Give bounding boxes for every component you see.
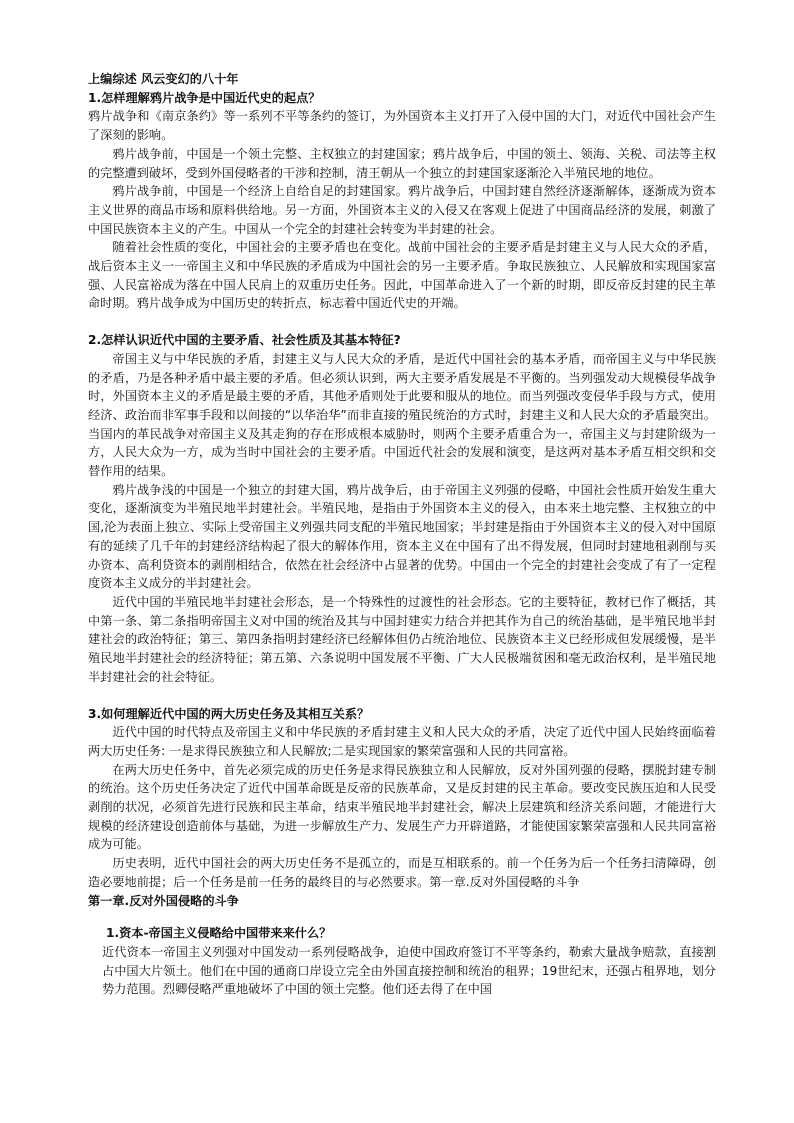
paragraph: 随着社会性质的变化，中国社会的主要矛盾也在变化。战前中国社会的主要矛盾是封建主义与人民大众的矛盾，战后资本主义一一帝国主义和中华民族的矛盾成为中国社会的另一主要矛盾。争取民族独立、人民解放和实现国家富强、人民富裕成为落在中国人民肩上的双重历史任务。因此，中国革命进入了一个新的时期，即反帝反封建的民主革命时期。鸦片战争成为中国历史的转折点，标志着中国近代史的开端。: [88, 240, 716, 311]
paragraph: 鸦片战争前，中国是一个经济上自给自足的封建国家。鸦片战争后，中国封建自然经济逐渐解体，逐渐成为资本主义世界的商品市场和原料供给地。另一方面，外国资本主义的入侵又在客观上促进了中国商品经济的发展，刺激了中国民族资本主义的产生。中国从一个完全的封建社会转变为半封建的社会。: [88, 184, 716, 236]
paragraph: 近代中国的半殖民地半封建社会形态，是一个特殊性的过渡性的社会形态。它的主要特征，教材已作了概括，其中第一条、第二条指明帝国主义对中国的统治及其与中国封建实力结合并把其作为自己的统治基础，是半殖民地半封建社会的政治特征；第三、第四条指明封建经济已经解体但仍占统治地位、民族资本主义已经形成但发展缓慢，是半殖民地半封建社会的经济特征；第五第、六条说明中国发展不平衡、广大人民极端贫困和毫无政治权利，是半殖民地半封建社会的社会特征。: [88, 594, 716, 684]
chapter-1-question-1-title: 1.资本-帝国主义侵略给中国带来来什么？: [106, 926, 332, 941]
chapter-1-title: 第一章.反对外国侵略的斗争: [88, 893, 239, 908]
section-gap: [88, 687, 716, 705]
document-page: [88, 70, 716, 999]
part-title: 上编综述 风云变幻的八十年: [88, 72, 239, 86]
paragraph: 鸦片战争和《南京条约》等一系列不平等条约的签订，为外国资本主义打开了入侵中国的大门，对近代中国社会产生了深刻的影响。: [88, 109, 716, 143]
question-2-title: 2.怎样认识近代中国的主要矛盾、社会性质及其基本特征?: [88, 333, 401, 348]
paragraph: 近代中国的时代特点及帝国主义和中华民族的矛盾封建主义和人民大众的矛盾，决定了近代中国人民始终面临着两大历史任务: 一是求得民族独立和人民解放;二是实现国家的繁荣富强和人民的共同富裕。: [88, 725, 716, 758]
paragraph: 历史表明，近代中国社会的两大历史任务不是孤立的，而是互相联系的。前一个任务为后一个任务扫清障碍，创造必要地前提；后一个任务是前一任务的最终目的与必然要求。第一章.反对外国侵略的斗争: [88, 856, 716, 889]
question-3-title: 3.如何理解近代中国的两大历史任务及其相互关系？: [88, 706, 370, 721]
section-gap: [88, 313, 716, 331]
paragraph: 鸦片战争浅的中国是一个独立的封建大国，鸦片战争后，由于帝国主义列强的侵略，中国社会性质开始发生重大变化，逐渐演变为半殖民地半封建社会。半殖民地，是指由于外国资本主义的侵入，由本来土地完整、主权独立的中国,沦为表面上独立、实际上受帝国主义列强共同支配的半殖民地国家；半封建是指由于外国资本主义的侵入对中国原有的延续了几千年的封建经济结构起了很大的解体作用，资本主义在中国有了出不得发展，但同时封建地租剥削与买办资本、高利贷资本的剥削相结合，依然在社会经济中占显著的优势。中国由一个完全的封建社会变成了有了一定程度资本主义成分的半封建社会。: [88, 482, 716, 591]
paragraph: 近代资本一帝国主义列强对中国发动一系列侵略战争，迫使中国政府签订不平等条约，勒索大量战争赔款，直接割占中国大片领土。他们在中国的通商口岸设立完全由外国直接控制和统治的租界；19世纪末，还强占租界地，划分势力范围。烈卿侵略严重地破坏了中国的领土完整。他们还去得了在中国: [102, 944, 716, 997]
paragraph: 在两大历史任务中，首先必须完成的历史任务是求得民族独立和人民解放，反对外国列强的侵略，摆脱封建专制的统治。这个历史任务决定了近代中国革命既是反帝的民族革命，又是反封建的民主革命。要改变民族压迫和人民受剥削的状况，必须首先进行民族和民主革命，结束半殖民地半封建社会，解决上层建筑和经济关系问题，才能进行大规模的经济建设创造前体与基础，为进一步解放生产力、发展生产力开辟道路，才能使国家繁荣富强和人民共同富裕成为可能。: [88, 762, 716, 852]
paragraph: 鸦片战争前，中国是一个领土完整、主权独立的封建国家；鸦片战争后，中国的领土、领海、关税、司法等主权的完整遭到破坏，受到外国侵略者的干涉和控制，清王朝从一个独立的封建国家逐渐沦入半殖民地的地位。: [88, 146, 716, 180]
paragraph: 帝国主义与中华民族的矛盾，封建主义与人民大众的矛盾，是近代中国社会的基本矛盾，而帝国主义与中华民族的矛盾，乃是各种矛盾中最主要的矛盾。但必须认识到，两大主要矛盾发展是不平衡的。当列强发动大规模侵华战争时，外国资本主义的矛盾是最主要的矛盾，其他矛盾则处于此要和服从的地位。而当列强改变侵华手段与方式，使用经济、政治而非军事手段和以间接的“以华治华”而非直接的殖民统治的方式时，封建主义和人民大众的矛盾最突出。当国内的革民战争对帝国主义及其走狗的存在形成根本威胁时，则两个主要矛盾重合为一，帝国主义与封建阶级为一方，人民大众为一方，成为当时中国社会的主要矛盾。中国近代社会的发展和演变，是这两对基本矛盾互相交织和交替作用的结果。: [88, 351, 716, 479]
question-1-title: 1.怎样理解鸦片战争是中国近代史的起点？: [88, 90, 321, 105]
